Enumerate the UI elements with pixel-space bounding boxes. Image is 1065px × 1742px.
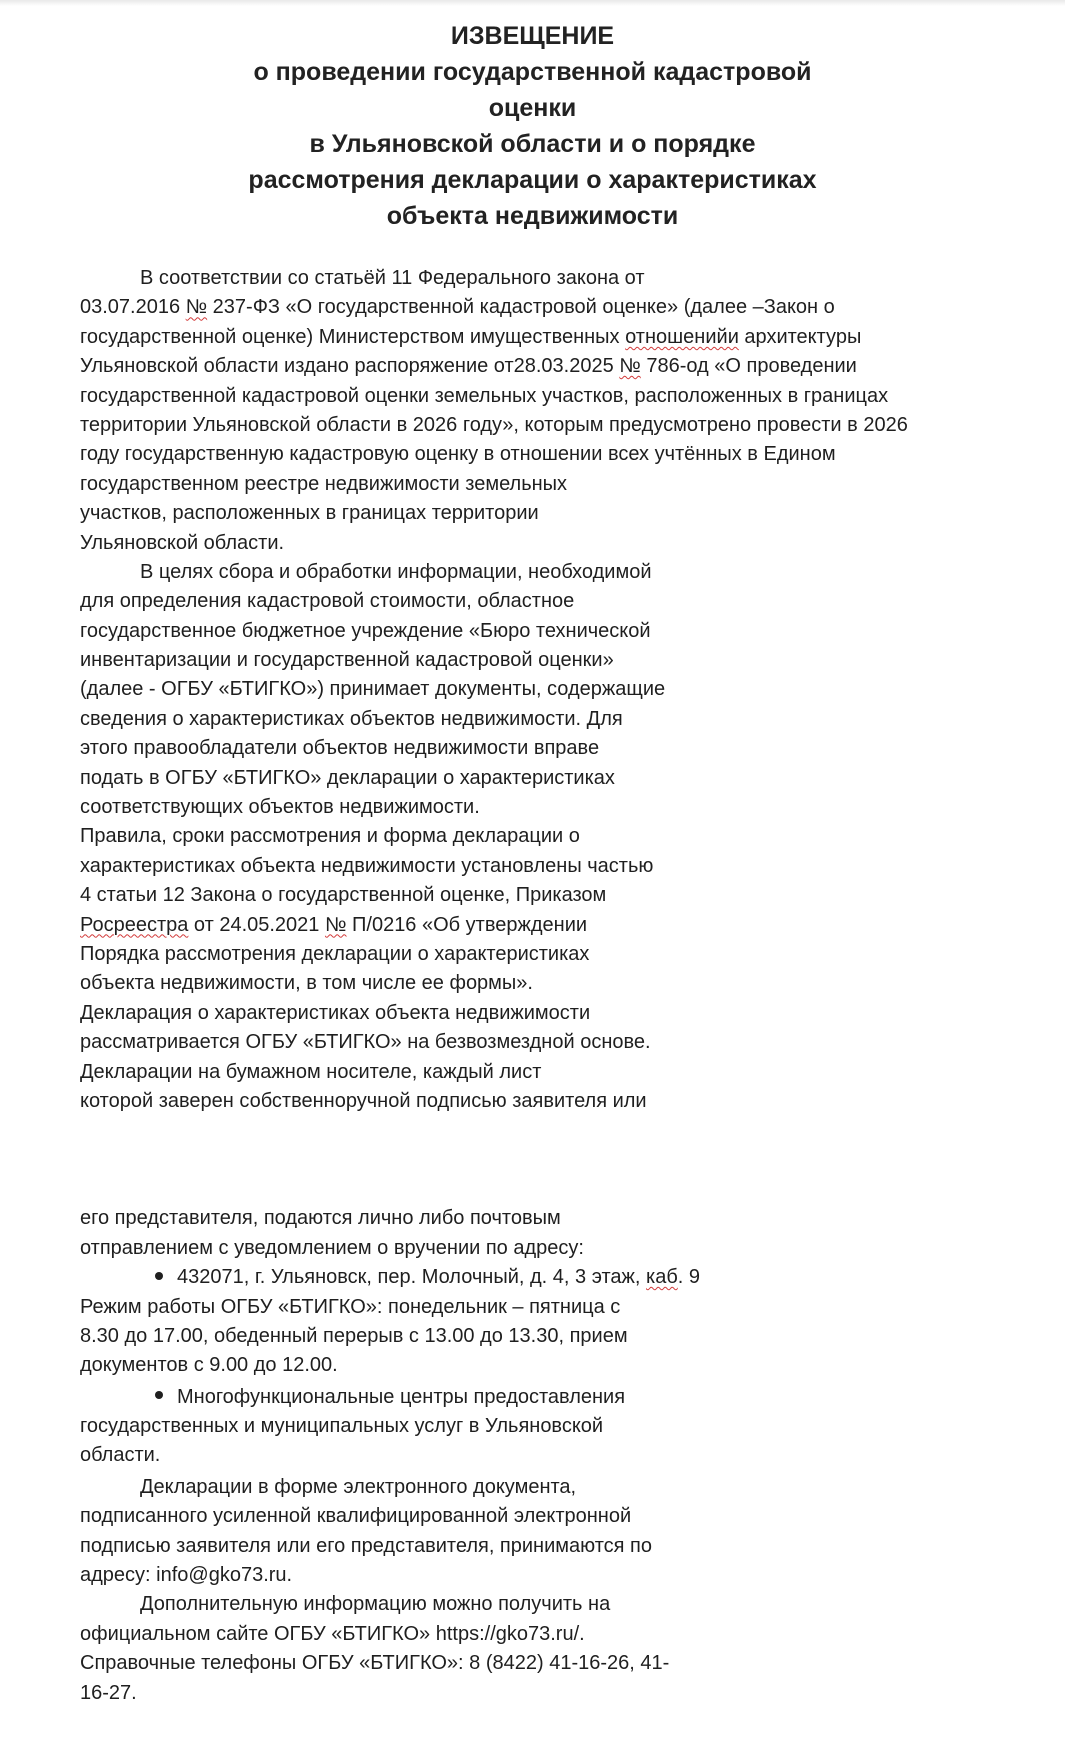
text-span: 786-од «О проведении [640,355,857,378]
text-line [80,323,1010,352]
text-span: архитектуры [738,325,862,348]
title-line: рассмотрения декларации о характеристиках [248,166,817,194]
text-line [80,1383,1010,1412]
text-span: 237-ФЗ «О государственной кадастровой оценке» (далее –Закон о [207,296,835,319]
text-line: подписанного усиленной квалифицированной электронной [80,1505,632,1528]
text-line: адресу: info@gko73.ru. [80,1564,293,1587]
text-line: рассматривается ОГБУ «БТИГКО» на безвозмездной основе. [80,1031,651,1054]
text-line [80,352,1010,381]
paragraph-law-basis [80,264,1010,558]
text-line: для определения кадастровой стоимости, областное [80,590,575,613]
text-line: территории Ульяновской области в 2026 году», которым предусмотрено провести в 2026 [80,413,908,436]
spellcheck-word: каб [646,1266,678,1289]
text-line: В целях сбора и обработки информации, необходимой [140,560,652,583]
paragraph-free-of-charge [80,999,1010,1058]
text-line: характеристиках объекта недвижимости установлены частью [80,854,654,877]
paragraph-paper-submission [80,1058,1010,1264]
text-span: Многофункциональные центры предоставления [177,1385,626,1408]
text-line: Порядка рассмотрения декларации о характеристиках [80,942,590,965]
title-line: объекта недвижимости [386,202,679,230]
text-line: (далее - ОГБУ «БТИГКО») принимает документы, содержащие [80,678,666,701]
page-gap [80,1116,1010,1204]
paragraph-contacts [80,1590,1010,1708]
text-line: государственном реестре недвижимости земельных [80,472,568,495]
bullet-address [80,1263,1010,1292]
text-line: государственное бюджетное учреждение «Бюро технической [80,619,651,642]
text-line: Режим работы ОГБУ «БТИГКО»: понедельник – пятница с [80,1295,621,1318]
text-line: В соответствии со статьёй 11 Федерального закона от [140,267,645,289]
text-line: государственной кадастровой оценки земельных участков, расположенных в границах [80,384,889,407]
text-line: соответствующих объектов недвижимости. [80,796,480,819]
text-line: 16-27. [80,1681,137,1704]
text-line: его представителя, подаются лично либо почтовым [80,1207,561,1230]
spellcheck-word: отношенийи [625,325,739,348]
text-line [80,293,1010,322]
title-line: в Ульяновской области и о порядке [309,130,756,158]
bullet-mfc [80,1383,1010,1471]
text-line: Правила, сроки рассмотрения и форма декларации о [80,825,580,848]
text-line: Справочные телефоны ОГБУ «БТИГКО»: 8 (8422) 41-16-26, 41- [80,1652,670,1675]
text-line: 8.30 до 17.00, обеденный перерыв с 13.00 до 13.30, прием [80,1324,628,1347]
spellcheck-word: Росреестра [80,913,189,936]
title-line: о проведении государственной кадастровой [253,58,812,86]
text-line: объекта недвижимости, в том числе ее формы». [80,972,533,995]
spellcheck-word: № [324,913,347,936]
text-span: государственной оценке) Министерством имущественных [80,325,626,348]
text-line: которой заверен собственноручной подписью заявителя или [80,1089,647,1112]
text-line: подать в ОГБУ «БТИГКО» декларации о характеристиках [80,766,615,789]
text-span: . 9 [677,1266,701,1289]
text-line: Ульяновской области. [80,531,285,554]
text-line: инвентаризации и государственной кадастровой оценки» [80,649,614,672]
text-line: участков, расположенных в границах территории [80,502,539,525]
text-span: Ульяновской области издано распоряжение от28.03.2025 [80,355,620,378]
paragraph-rules [80,822,1010,998]
title-line: оценки [488,94,577,122]
text-line: документов с 9.00 до 12.00. [80,1354,338,1377]
paragraph-btigko-role [80,558,1010,823]
text-line: сведения о характеристиках объектов недвижимости. Для [80,707,623,730]
text-line: области. [80,1444,161,1467]
title-line: ИЗВЕЩЕНИЕ [450,22,615,50]
paragraph-electronic [80,1473,1010,1591]
spellcheck-word: № [185,296,208,319]
spellcheck-word: № [619,355,641,378]
paragraph-schedule [80,1293,1010,1381]
text-line: Декларация о характеристиках объекта недвижимости [80,1001,591,1024]
text-span: П/0216 «Об утверждении [346,913,588,936]
text-line: отправлением с уведомлением о вручении по адресу: [80,1236,584,1259]
text-line: государственных и муниципальных услуг в Ульяновской [80,1415,604,1438]
text-line: официальном сайте ОГБУ «БТИГКО» https://gko73.ru/. [80,1622,585,1645]
text-line: этого правообладатели объектов недвижимости вправе [80,737,600,760]
text-span: 03.07.2016 [80,296,186,319]
text-line: Декларации в форме электронного документа, [140,1475,577,1498]
text-line: году государственную кадастровую оценку в отношении всех учтённых в Едином [80,443,836,466]
notice-title [0,18,1065,234]
text-line: Декларации на бумажном носителе, каждый лист [80,1060,542,1083]
notice-body [80,264,1010,1708]
text-span: от 24.05.2021 [188,913,325,936]
text-line: подписью заявителя или его представителя, принимаются по [80,1534,652,1557]
bullet-icon [155,1391,163,1399]
text-span: 432071, г. Ульяновск, пер. Молочный, д. 4, 3 этаж, [177,1266,647,1289]
text-line: Дополнительную информацию можно получить на [140,1593,611,1616]
text-line: 4 статьи 12 Закона о государственной оценке, Приказом [80,884,607,907]
bullet-icon [155,1272,163,1280]
text-line [80,911,1010,940]
top-edge [0,0,1065,6]
